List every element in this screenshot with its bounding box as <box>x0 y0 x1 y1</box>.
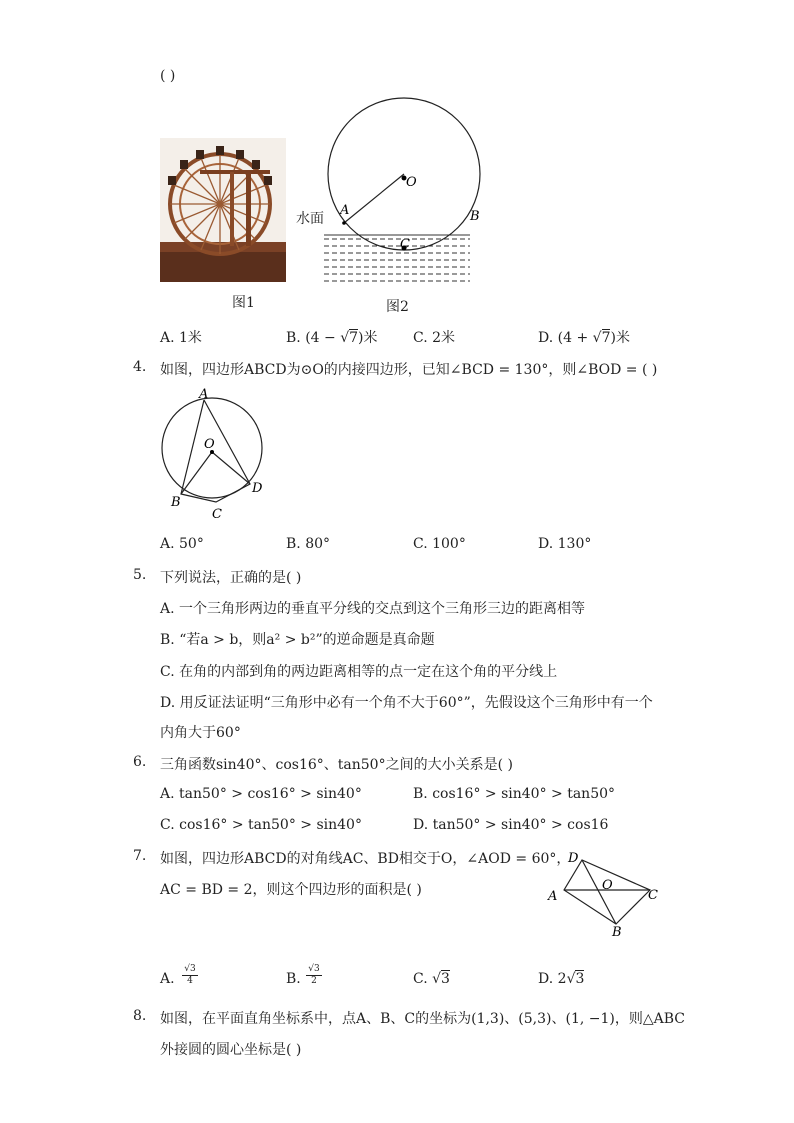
q8-number: 8. <box>133 1008 147 1024</box>
q8-question-text-line2: 外接圆的圆心坐标是( ) <box>160 1042 302 1058</box>
q4-option-c: C. 100° <box>413 536 466 552</box>
q3-option-b: B. (4 − √7)米 <box>286 330 378 346</box>
q6-question-text: 三角函数sin40°、cos16°、tan50°之间的大小关系是( ) <box>160 757 513 773</box>
q3-fig2-label-A: A <box>340 203 350 218</box>
q4-option-b: B. 80° <box>286 536 331 552</box>
sqrt-sign: √ <box>340 330 350 346</box>
q3-option-a: A. 1米 <box>160 330 202 346</box>
q3-option-d: D. (4 + √7)米 <box>538 330 630 346</box>
q6-option-c: C. cos16° > tan50° > sin40° <box>160 817 362 833</box>
q3-fig2-label-B: B <box>470 209 480 224</box>
q5-option-d-line2: 内角大于60° <box>160 725 241 741</box>
q5-question-text: 下列说法，正确的是( ) <box>160 570 302 586</box>
q7-question-text-line1: 如图，四边形ABCD的对角线AC、BD相交于O，∠AOD = 60°， <box>160 851 571 867</box>
q3-fig2-label-O: O <box>406 175 417 190</box>
q3-figure1-waterwheel-image <box>160 138 286 282</box>
sqrt-sign: √ <box>566 971 576 987</box>
q4-fig-label-O: O <box>204 437 215 452</box>
q7-option-b-label: B. <box>286 971 301 987</box>
q3-figure1-caption: 图1 <box>232 295 255 311</box>
q4-figure-inscribed-quadrilateral <box>156 386 268 520</box>
q4-question-text: 如图，四边形ABCD为⊙O的内接四边形，已知∠BCD = 130°，则∠BOD = ( ) <box>160 362 658 378</box>
q5-option-c: C. 在角的内部到角的两边距离相等的点一定在这个角的平分线上 <box>160 664 558 680</box>
q4-option-d: D. 130° <box>538 536 592 552</box>
q5-option-b: B. “若a > b，则a² > b²”的逆命题是真命题 <box>160 632 435 648</box>
q7-fig-label-O: O <box>602 878 613 893</box>
q4-number: 4. <box>133 359 147 375</box>
q5-number: 5. <box>133 567 147 583</box>
q7-fig-label-B: B <box>612 925 622 940</box>
q6-option-d: D. tan50° > sin40° > cos16 <box>413 817 609 833</box>
q4-fig-label-D: D <box>252 481 263 496</box>
q3-figure2-caption: 图2 <box>386 299 409 315</box>
q7-fig-label-C: C <box>648 888 658 903</box>
q7-option-a-label: A. <box>160 971 175 987</box>
q3-fig2-label-C: C <box>400 237 410 252</box>
q5-option-d-line1: D. 用反证法证明“三角形中必有一个角不大于60°”，先假设这个三角形中有一个 <box>160 695 653 711</box>
q7-figure-quadrilateral <box>544 848 664 940</box>
q5-option-a: A. 一个三角形两边的垂直平分线的交点到这个三角形三边的距离相等 <box>160 601 586 617</box>
q7-question-text-line2: AC = BD = 2，则这个四边形的面积是( ) <box>160 882 422 898</box>
q6-option-b: B. cos16° > sin40° > tan50° <box>413 786 616 802</box>
q7-number: 7. <box>133 848 147 864</box>
q4-fig-label-A: A <box>199 387 209 402</box>
q7-option-b-fraction: √3 2 <box>306 964 322 987</box>
q8-question-text-line1: 如图，在平面直角坐标系中，点A、B、C的坐标为(1,3)、(5,3)、(1, −1)，则△ABC <box>160 1011 685 1027</box>
q4-option-a: A. 50° <box>160 536 204 552</box>
q7-fig-label-A: A <box>548 889 558 904</box>
q7-option-a-fraction: √3 4 <box>182 964 198 987</box>
q4-fig-label-C: C <box>212 507 222 520</box>
q7-option-d: D. 2√3 <box>538 971 585 987</box>
q3-answer-paren: ( ) <box>160 68 176 84</box>
q3-option-c: C. 2米 <box>413 330 456 346</box>
sqrt-sign: √ <box>592 330 602 346</box>
q7-fig-label-D: D <box>568 851 579 866</box>
q6-number: 6. <box>133 754 147 770</box>
q4-fig-label-B: B <box>171 495 181 510</box>
q3-water-label: 水面 <box>296 211 324 227</box>
sqrt-sign: √ <box>432 971 442 987</box>
q7-option-c: C. √3 <box>413 971 450 987</box>
q6-option-a: A. tan50° > cos16° > sin40° <box>160 786 362 802</box>
q3-figure2-diagram <box>290 96 490 288</box>
